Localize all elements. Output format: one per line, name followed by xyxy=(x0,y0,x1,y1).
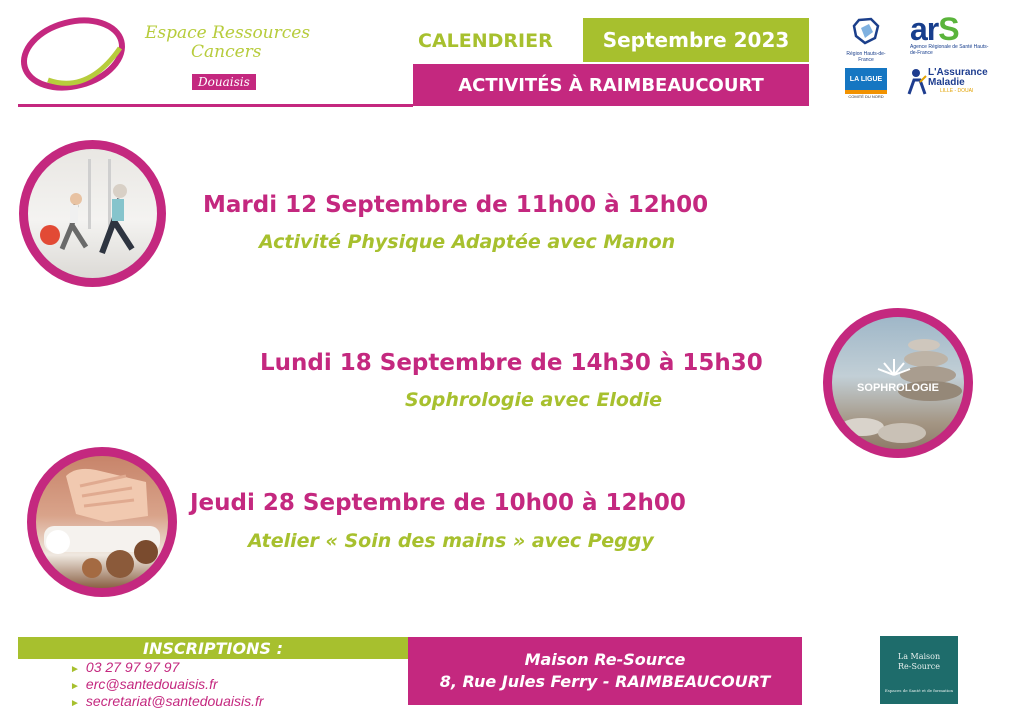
stone-stack-illustration xyxy=(832,317,964,449)
contact-email-text: erc@santedouaisis.fr xyxy=(85,676,218,692)
assurance-maladie-logo xyxy=(906,68,998,110)
sophrologie-photo xyxy=(823,308,973,458)
brand-logo-swoosh xyxy=(18,14,128,94)
maison-logo-name1: La Maison xyxy=(897,652,941,661)
brand-name-line1: Espace Ressources xyxy=(145,23,311,43)
header-divider xyxy=(18,104,413,107)
contact-secretariat-email[interactable] xyxy=(70,694,264,711)
ars-logo xyxy=(910,11,990,60)
event-activity: Sophrologie avec Elodie xyxy=(405,389,662,411)
brand-name xyxy=(145,24,310,62)
ligue-logo-sub: COMITÉ DU NORD xyxy=(848,94,884,99)
maison-logo-tagline: Espaces de Santé et de formation xyxy=(884,688,954,693)
event-activity: Activité Physique Adaptée avec Manon xyxy=(259,231,676,253)
brand-name-line2: Cancers xyxy=(191,42,262,62)
inscriptions-banner: INSCRIPTIONS : xyxy=(18,637,408,659)
contact-phone[interactable] xyxy=(70,660,264,677)
region-logo xyxy=(842,16,890,66)
contact-phone-text: 03 27 97 97 97 xyxy=(85,659,180,675)
venue-name: Maison Re-Source xyxy=(524,650,686,669)
fitness-photo xyxy=(19,140,166,287)
hand-care-illustration xyxy=(36,456,168,588)
event-date: Mardi 12 Septembre de 11h00 à 12h00 xyxy=(203,192,709,218)
venue-banner xyxy=(408,637,802,705)
assurance-name1: L'Assurance xyxy=(928,67,988,78)
venue-address: 8, Rue Jules Ferry - RAIMBEAUCOURT xyxy=(439,672,771,691)
event-activity: Atelier « Soin des mains » avec Peggy xyxy=(248,530,654,552)
event-date: Jeudi 28 Septembre de 10h00 à 12h00 xyxy=(190,490,686,516)
place-banner: ACTIVITÉS À RAIMBEAUCOURT xyxy=(413,64,809,106)
fitness-illustration xyxy=(28,149,157,278)
ligue-logo-name: LA LIGUE xyxy=(845,68,887,90)
hand-care-photo xyxy=(27,447,177,597)
maison-logo-name2: Re-Source xyxy=(898,662,940,671)
contact-email[interactable] xyxy=(70,677,264,694)
assurance-name2: Maladie xyxy=(928,77,965,88)
region-logo-text: Région Hauts-de-France xyxy=(846,51,886,63)
calendar-label: CALENDRIER xyxy=(418,30,553,52)
ars-logo-text: ar xyxy=(910,11,939,47)
arrow-right-icon: ► xyxy=(70,664,80,675)
event-date: Lundi 18 Septembre de 14h30 à 15h30 xyxy=(260,350,763,376)
ars-logo-sub: Agence Régionale de Santé Hauts-de-France xyxy=(910,44,989,56)
ligue-logo xyxy=(845,68,887,108)
sophrologie-image-label: SOPHROLOGIE xyxy=(857,382,939,394)
assurance-figure-icon xyxy=(906,68,928,96)
maison-resource-logo xyxy=(880,636,958,704)
assurance-sub: LILLE - DOUAI xyxy=(940,88,974,94)
month-banner: Septembre 2023 xyxy=(583,18,809,62)
arrow-right-icon: ► xyxy=(70,698,80,709)
arrow-right-icon: ► xyxy=(70,681,80,692)
ars-logo-s: S xyxy=(938,11,959,47)
brand-badge: Douaisis xyxy=(192,74,256,90)
contact-list xyxy=(70,660,264,711)
contact-secretariat-text: secretariat@santedouaisis.fr xyxy=(85,693,264,709)
region-map-icon xyxy=(851,16,881,46)
